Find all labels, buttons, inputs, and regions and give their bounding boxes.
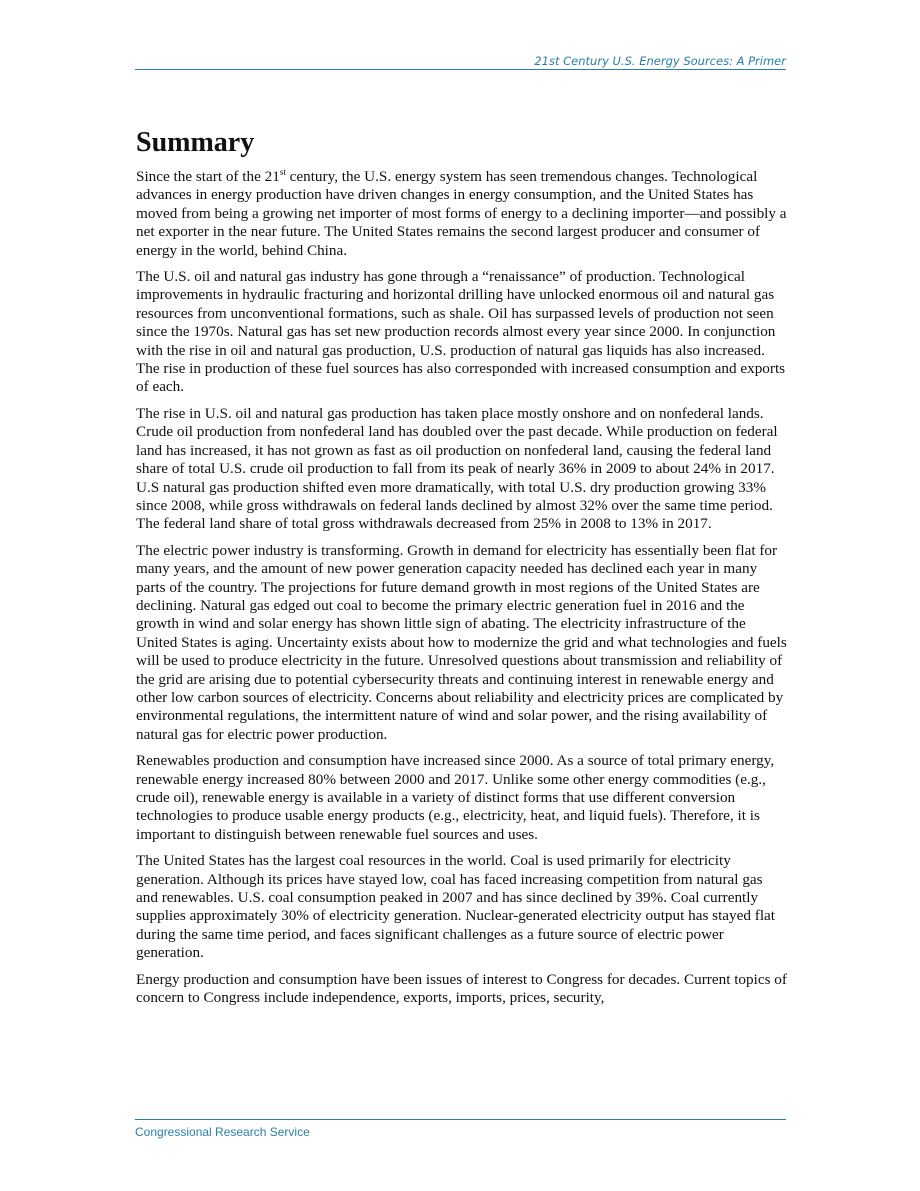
document-body: [136, 128, 788, 1015]
superscript-st: st: [279, 167, 286, 177]
summary-paragraph-1: [136, 168, 788, 260]
summary-paragraph-2: The U.S. oil and natural gas industry has gone through a “renaissance” of production. Technological improvements in hydraulic fracturing and horizontal drilling have unlocked enormous oil and natural gas resources from unconventional formations, such as shale. Oil has surpassed levels of production not seen since the 1970s. Natural gas has set new production records almost every year since 2000. In conjunction with the rise in oil and natural gas production, U.S. production of natural gas liquids has also increased. The rise in production of these fuel sources has also corresponded with increased consumption and exports of each.: [136, 268, 786, 396]
running-footer: [135, 1119, 786, 1141]
summary-paragraph-4: The electric power industry is transforming. Growth in demand for electricity has essentially been flat for many years, and the amount of new power generation capacity needed has declined each year in many parts of the country. The projections for future demand growth in most regions of the United States are declining. Natural gas edged out coal to become the primary electric generation fuel in 2016 and the growth in wind and solar energy has shown little sign of abating. The electricity infrastructure of the United States is aging. Uncertainty exists about how to modernize the grid and what technologies and fuels will be used to produce electricity in the future. Unresolved questions about transmission and reliability of the grid are arising due to potential cybersecurity threats and continuing interest in renewable energy and other low carbon sources of electricity. Concerns about reliability and electricity prices are complicated by environmental regulations, the intermittent nature of wind and solar power, and the rising availability of natural gas for electric power production.: [136, 541, 787, 743]
running-header: [135, 53, 786, 70]
summary-paragraph-6: The United States has the largest coal resources in the world. Coal is used primarily for electricity generation. Although its prices have stayed low, coal has faced increasing competition from natural gas and renewables. U.S. coal consumption peaked in 2007 and has since declined by 39%. Coal currently supplies approximately 30% of electricity generation. Nuclear-generated electricity output has stayed flat during the same time period, and faces significant challenges as a future source of electric power generation.: [136, 852, 776, 962]
running-title: 21st Century U.S. Energy Sources: A Primer: [534, 54, 786, 68]
paragraph-1-start: Since the start of the 21: [136, 168, 280, 185]
paragraph-1-rest: century, the U.S. energy system has seen tremendous changes. Technological advances in energy production have driven changes in energy consumption, and the United States has moved from being a growing net importer of most forms of energy to a declining importer—and possibly a net exporter in the near future. The United States remains the second largest producer and consumer of energy in the world, behind China.: [136, 168, 787, 259]
section-title: Summary: [136, 127, 255, 158]
footer-organization: Congressional Research Service: [135, 1125, 310, 1139]
summary-paragraph-7: Energy production and consumption have been issues of interest to Congress for decades. Current topics of concern to Congress include independence, exports, imports, prices, security,: [136, 970, 787, 1007]
summary-paragraph-3: The rise in U.S. oil and natural gas production has taken place mostly onshore and on nonfederal lands. Crude oil production from nonfederal land has doubled over the past decade. While production on federal land has increased, it has not grown as fast as oil production on nonfederal land, causing the federal land share of total U.S. crude oil production to fall from its peak of nearly 36% in 2009 to about 24% in 2017. U.S natural gas production shifted even more dramatically, with total U.S. dry production growing 33% since 2008, while gross withdrawals on federal lands declined by almost 32% over the same time period. The federal land share of total gross withdrawals decreased from 25% in 2008 to 13% in 2017.: [136, 404, 778, 533]
summary-paragraph-5: Renewables production and consumption have increased since 2000. As a source of total primary energy, renewable energy increased 80% between 2000 and 2017. Unlike some other energy commodities (e.g., crude oil), renewable energy is available in a variety of distinct forms that use different conversion technologies to produce usable energy products (e.g., electricity, heat, and liquid fuels). Therefore, it is important to distinguish between renewable fuel sources and uses.: [136, 752, 775, 843]
